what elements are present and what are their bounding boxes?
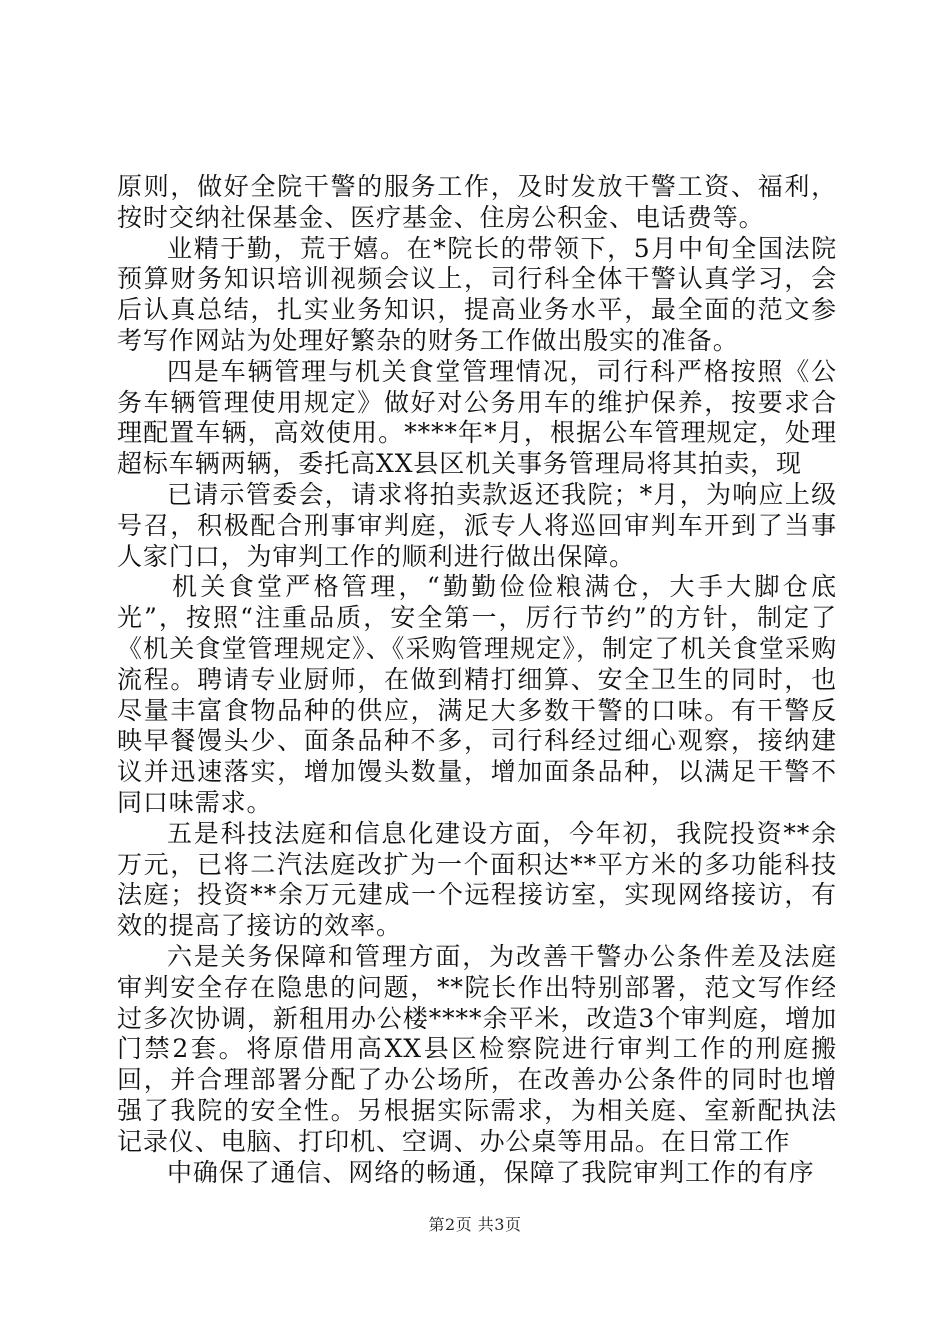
paragraph-network: 中确保了通信、网络的畅通，保障了我院审判工作的有序 — [167, 1157, 815, 1187]
paragraph-tech-court: 五是科技法庭和信息化建设方面，今年初，我院投资**余万元，已将二汽法庭改扩为一个面积达**平方米的多功能科技法庭；投资**余万元建成一个远程接访室，实现网络接访，有效的提高了接访的效率。 — [117, 818, 837, 941]
paragraph-vehicle-auction: 已请示管委会，请求将拍卖款返还我院；*月，为响应上级号召，积极配合刑事审判庭，派专人将巡回审判车开到了当事人家门口，为审判工作的顺利进行做出保障。 — [117, 479, 837, 571]
paragraph-logistics: 六是关务保障和管理方面，为改善干警办公条件差及法庭审判安全存在隐患的问题，**院长作出特别部署，范文写作经过多次协调，新租用办公楼****余平米，改造3个审判庭，增加门禁2套。将原借用高XX县区检察院进行审判工作的刑庭搬回，并合理部署分配了办公场所，在改善办公条件的同时也增强了我院的安全性。另根据实际需求，为相关庭、室新配执法记录仪、电脑、打印机、空调、办公桌等用品。在日常工作 — [117, 941, 837, 1156]
document-body — [117, 172, 837, 1188]
page-number-footer: 第2页 共3页 — [428, 1215, 522, 1234]
paragraph-canteen: 机关食堂严格管理，“勤勤俭俭粮满仓，大手大脚仓底光”，按照“注重品质，安全第一，厉行节约”的方针，制定了《机关食堂管理规定》、《采购管理规定》，制定了机关食堂采购流程。聘请专业厨师，在做到精打细算、安全卫生的同时，也尽量丰富食物品种的供应，满足大多数干警的口味。有干警反映早餐馒头少、面条品种不多，司行科经过细心观察，接纳建议并迅速落实，增加馒头数量，增加面条品种，以满足干警不同口味需求。 — [117, 572, 837, 817]
paragraph-vehicle-management: 四是车辆管理与机关食堂管理情况，司行科严格按照《公务车辆管理使用规定》做好对公务用车的维护保养，按要求合理配置车辆，高效使用。****年*月，根据公车管理规定，处理超标车辆两辆，委托高XX县区机关事务管理局将其拍卖，现 — [117, 356, 837, 479]
paragraph-continuation: 原则，做好全院干警的服务工作，及时发放干警工资、福利，按时交纳社保基金、医疗基金、住房公积金、电话费等。 — [117, 172, 837, 232]
paragraph-study: 业精于勤，荒于嬉。在*院长的带领下，5月中旬全国法院预算财务知识培训视频会议上，司行科全体干警认真学习，会后认真总结，扎实业务知识，提高业务水平，最全面的范文参考写作网站为处理好繁杂的财务工作做出殷实的准备。 — [117, 233, 837, 355]
